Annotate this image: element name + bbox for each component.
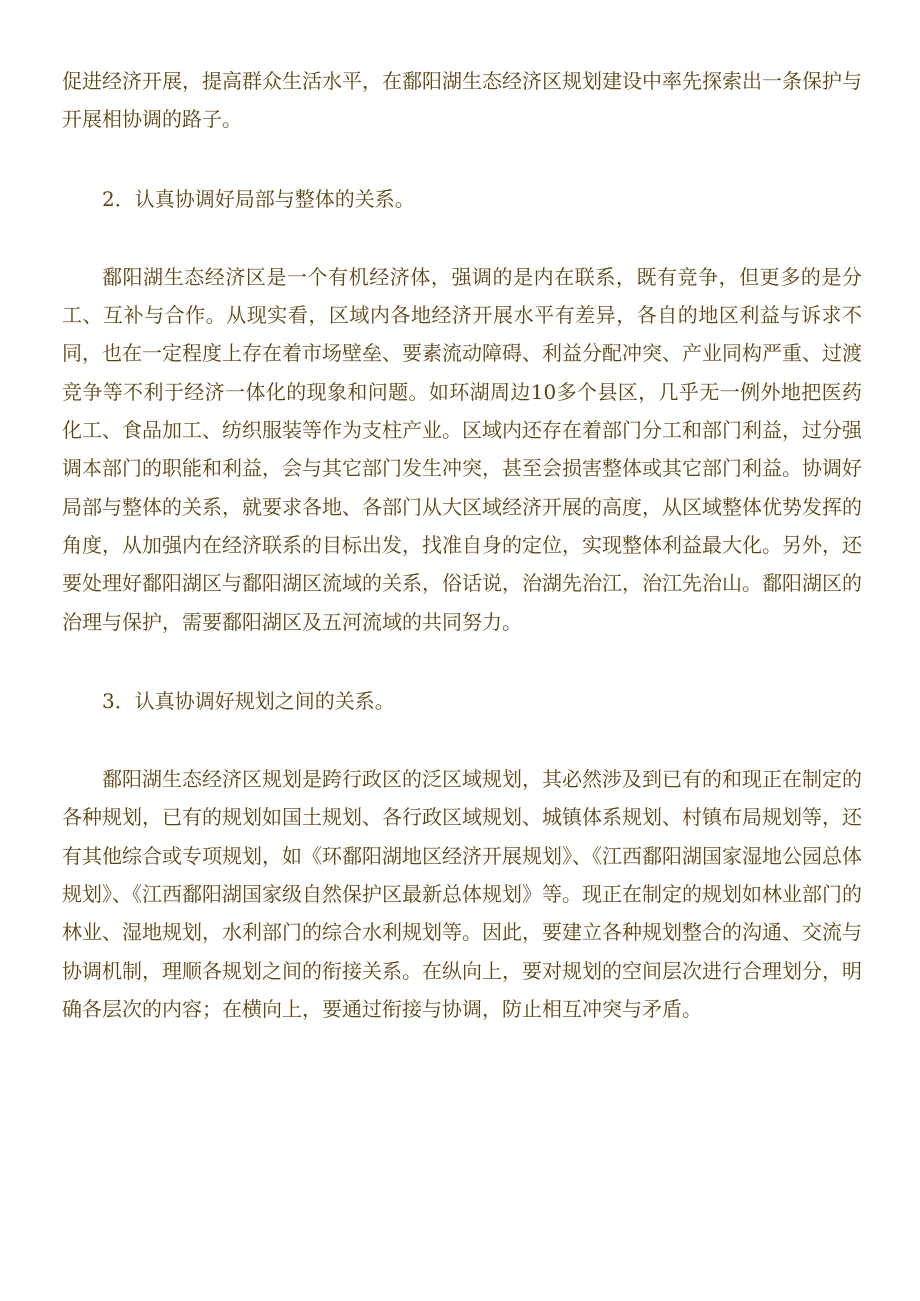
section-2-body-paragraph: 鄱阳湖生态经济区是一个有机经济体，强调的是内在联系，既有竞争，但更多的是分工、互补与合作。从现实看，区域内各地经济开展水平有差异，各自的地区利益与诉求不同，也在一定程度上存在着市场壁垒、要素流动障碍、利益分配冲突、产业同构严重、过渡竞争等不利于经济一体化的现象和问题。如环湖周边10多个县区，几乎无一例外地把医药化工、食品加工、纺织服装等作为支柱产业。区域内还存在着部门分工和部门利益，过分强调本部门的职能和利益，会与其它部门发生冲突，甚至会损害整体或其它部门利益。协调好局部与整体的关系，就要求各地、各部门从大区域经济开展的高度，从区域整体优势发挥的角度，从加强内在经济联系的目标出发，找准自身的定位，实现整体利益最大化。另外，还要处理好鄱阳湖区与鄱阳湖区流域的关系，俗话说，治湖先治江，治江先治山。鄱阳湖区的治理与保护，需要鄱阳湖区及五河流域的共同努力。 <box>62 264 862 634</box>
section-3-heading: 3．认真协调好规划之间的关系。 <box>102 688 395 713</box>
intro-continuation-paragraph: 促进经济开展，提高群众生活水平，在鄱阳湖生态经济区规划建设中率先探索出一条保护与开展相协调的路子。 <box>62 69 862 132</box>
section-3-body-paragraph: 鄱阳湖生态经济区规划是跨行政区的泛区域规划，其必然涉及到已有的和现正在制定的各种规划，已有的规划如国土规划、各行政区域规划、城镇体系规划、村镇布局规划等，还有其他综合或专项规划，如《环鄱阳湖地区经济开展规划》、《江西鄱阳湖国家湿地公园总体规划》、《江西鄱阳湖国家级自然保护区最新总体规划》等。现正在制定的规划如林业部门的林业、湿地规划，水利部门的综合水利规划等。因此，要建立各种规划整合的沟通、交流与协调机制，理顺各规划之间的衔接关系。在纵向上，要对规划的空间层次进行合理划分，明确各层次的内容；在横向上，要通过衔接与协调，防止相互冲突与矛盾。 <box>62 767 862 1021</box>
section-2-heading: 2．认真协调好局部与整体的关系。 <box>102 186 415 211</box>
document-page <box>62 62 862 1028</box>
